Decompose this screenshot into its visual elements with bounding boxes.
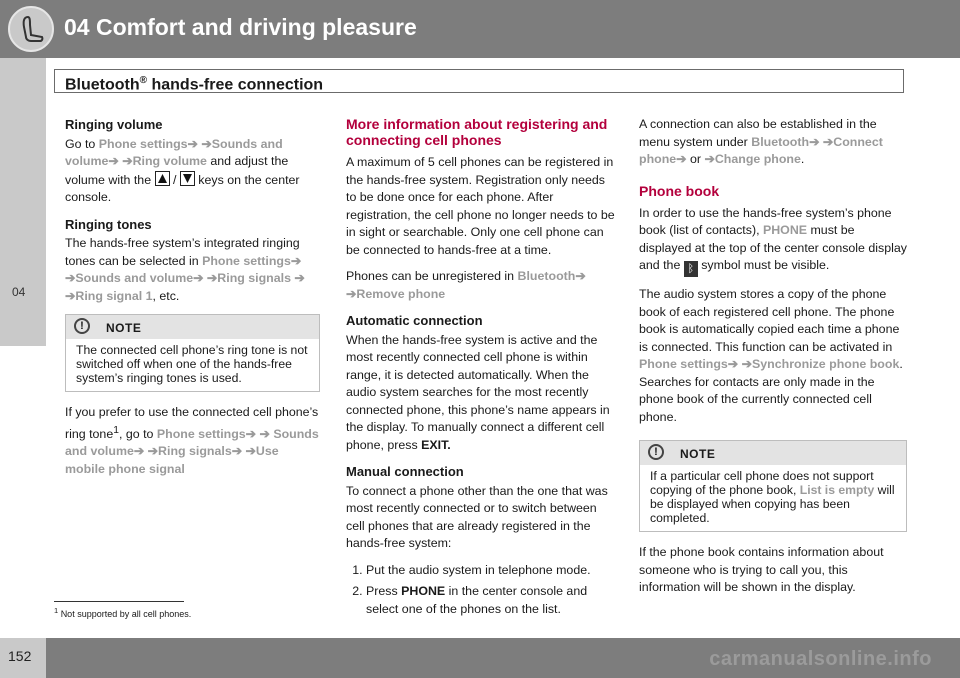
column-2 <box>346 116 616 622</box>
paragraph-connect-menu: A connection can also be established in the menu system under Bluetooth➔ ➔Connect phone➔ or ➔Change phone. <box>639 117 883 166</box>
info-icon: ! <box>648 444 664 460</box>
seat-icon <box>18 15 46 45</box>
paragraph-phone-book-copy: The audio system stores a copy of the phone book of each registered cell phone. The phone book is automatically copied each time a phone is connected. This function can be activated in Phone settings➔ ➔Synchronize phone book. Searches for contacts are only made in the phone book of the currently connected cell phone. <box>639 287 903 424</box>
note-box <box>65 314 320 392</box>
menu-path: Phone settings➔ ➔Sounds and volume➔ ➔Ring signals ➔ ➔Ring signal 1 <box>65 253 305 303</box>
paragraph-caller-info: If the phone book contains information about someone who is trying to call you, this information will be shown in the display. <box>639 545 884 594</box>
note-header <box>66 315 319 339</box>
section-title: Bluetooth® hands-free connection <box>54 69 904 93</box>
note-text: The connected cell phone’s ring tone is not switched off when one of the hands-free system’s ringing tones is used. <box>76 343 308 385</box>
note-text: If a particular cell phone does not support copying of the phone book, List is empty will be displayed when copying has been completed. <box>650 469 895 525</box>
paragraph-phone-book: In order to use the hands-free system’s phone book (list of contacts), PHONE must be displayed at the top of the center console display and the ᛒ symbol must be visible. <box>639 205 907 275</box>
triangle-up-icon <box>155 171 170 186</box>
menu-path: Phone settings➔ ➔Synchronize phone book <box>639 357 900 371</box>
paragraph-unregister: Phones can be unregistered in Bluetooth➔ ➔Remove phone <box>346 269 586 301</box>
info-icon: ! <box>74 318 90 334</box>
menu-path: Phone settings➔ ➔Sounds and volume➔ ➔Ring volume <box>65 136 283 168</box>
heading-more-information: More information about registering and connecting cell phones <box>346 116 608 148</box>
menu-path: Bluetooth➔ ➔Remove phone <box>346 269 586 301</box>
paragraph-automatic-connection: When the hands-free system is active and the most recently connected cell phone is within range, it is detected automatically. When the audio system searches for the most recently connected phone, this phone’s name appears in the display. To manually connect a different cell phone, press EXIT. <box>346 332 610 452</box>
watermark: carmanualsonline.info <box>709 648 932 670</box>
side-tab-number: 04 <box>12 285 26 299</box>
heading-ringing-tones: Ringing tones <box>65 216 152 232</box>
note-label: NOTE <box>106 321 142 335</box>
heading-phone-book: Phone book <box>639 182 720 199</box>
heading-automatic-connection: Automatic connection <box>346 313 483 328</box>
menu-path: ➔Change phone <box>704 152 801 166</box>
chapter-title: 04 Comfort and driving pleasure <box>64 14 417 40</box>
footnote: $^1$ Not supported by all cell phones. <box>54 606 192 619</box>
paragraph-mobile-ring-tone: If you prefer to use the connected cell phone’s ring tone$^1$, go to Phone settings➔ ➔ Sounds and volume➔ ➔Ring signals➔ ➔Use mobile phone signal <box>65 405 319 476</box>
list-item: 1. Put the audio system in telephone mode. <box>366 562 616 580</box>
page-number: 152 <box>8 648 32 664</box>
list-item: 2. Press PHONE in the center console and select one of the phones on the list. <box>366 583 616 618</box>
paragraph-ringing-tones: The hands-free system’s integrated ringing tones can be selected in Phone settings➔ ➔Sounds and volume➔ ➔Ring signals ➔ ➔Ring signal 1, etc. <box>65 236 305 303</box>
note-header <box>640 441 906 465</box>
steps-list <box>346 562 616 619</box>
menu-path: Bluetooth➔ ➔Connect phone➔ <box>639 134 883 166</box>
menu-path: Phone settings➔ ➔ Sounds and volume➔ ➔Ring signals➔ ➔Use mobile phone signal <box>65 426 319 476</box>
note-box <box>639 440 907 532</box>
column-3 <box>639 116 907 606</box>
triangle-down-icon <box>180 171 195 186</box>
column-1 <box>65 116 320 487</box>
note-label: NOTE <box>680 447 716 461</box>
chapter-badge <box>8 6 54 52</box>
bluetooth-icon: ᛒ <box>684 261 698 277</box>
paragraph-ringing-volume: Go to Phone settings➔ ➔Sounds and volume➔ ➔Ring volume and adjust the volume with the / keys on the center console. <box>65 136 300 204</box>
paragraph-max-phones: A maximum of 5 cell phones can be registered in the hands-free system. Registration only needs to be done once for each phone. After registration, the cell phone no longer needs to be in sight or searchable. Only one cell phone can be connected to hands-free at a time. <box>346 155 615 257</box>
chapter-side-tab <box>0 58 46 346</box>
paragraph-manual-connection: To connect a phone other than the one that was most recently connected or to switch between cell phones that are already registered in the hands-free system: <box>346 483 608 550</box>
heading-manual-connection: Manual connection <box>346 464 464 479</box>
footnote-rule <box>54 601 184 602</box>
heading-ringing-volume: Ringing volume <box>65 117 163 132</box>
